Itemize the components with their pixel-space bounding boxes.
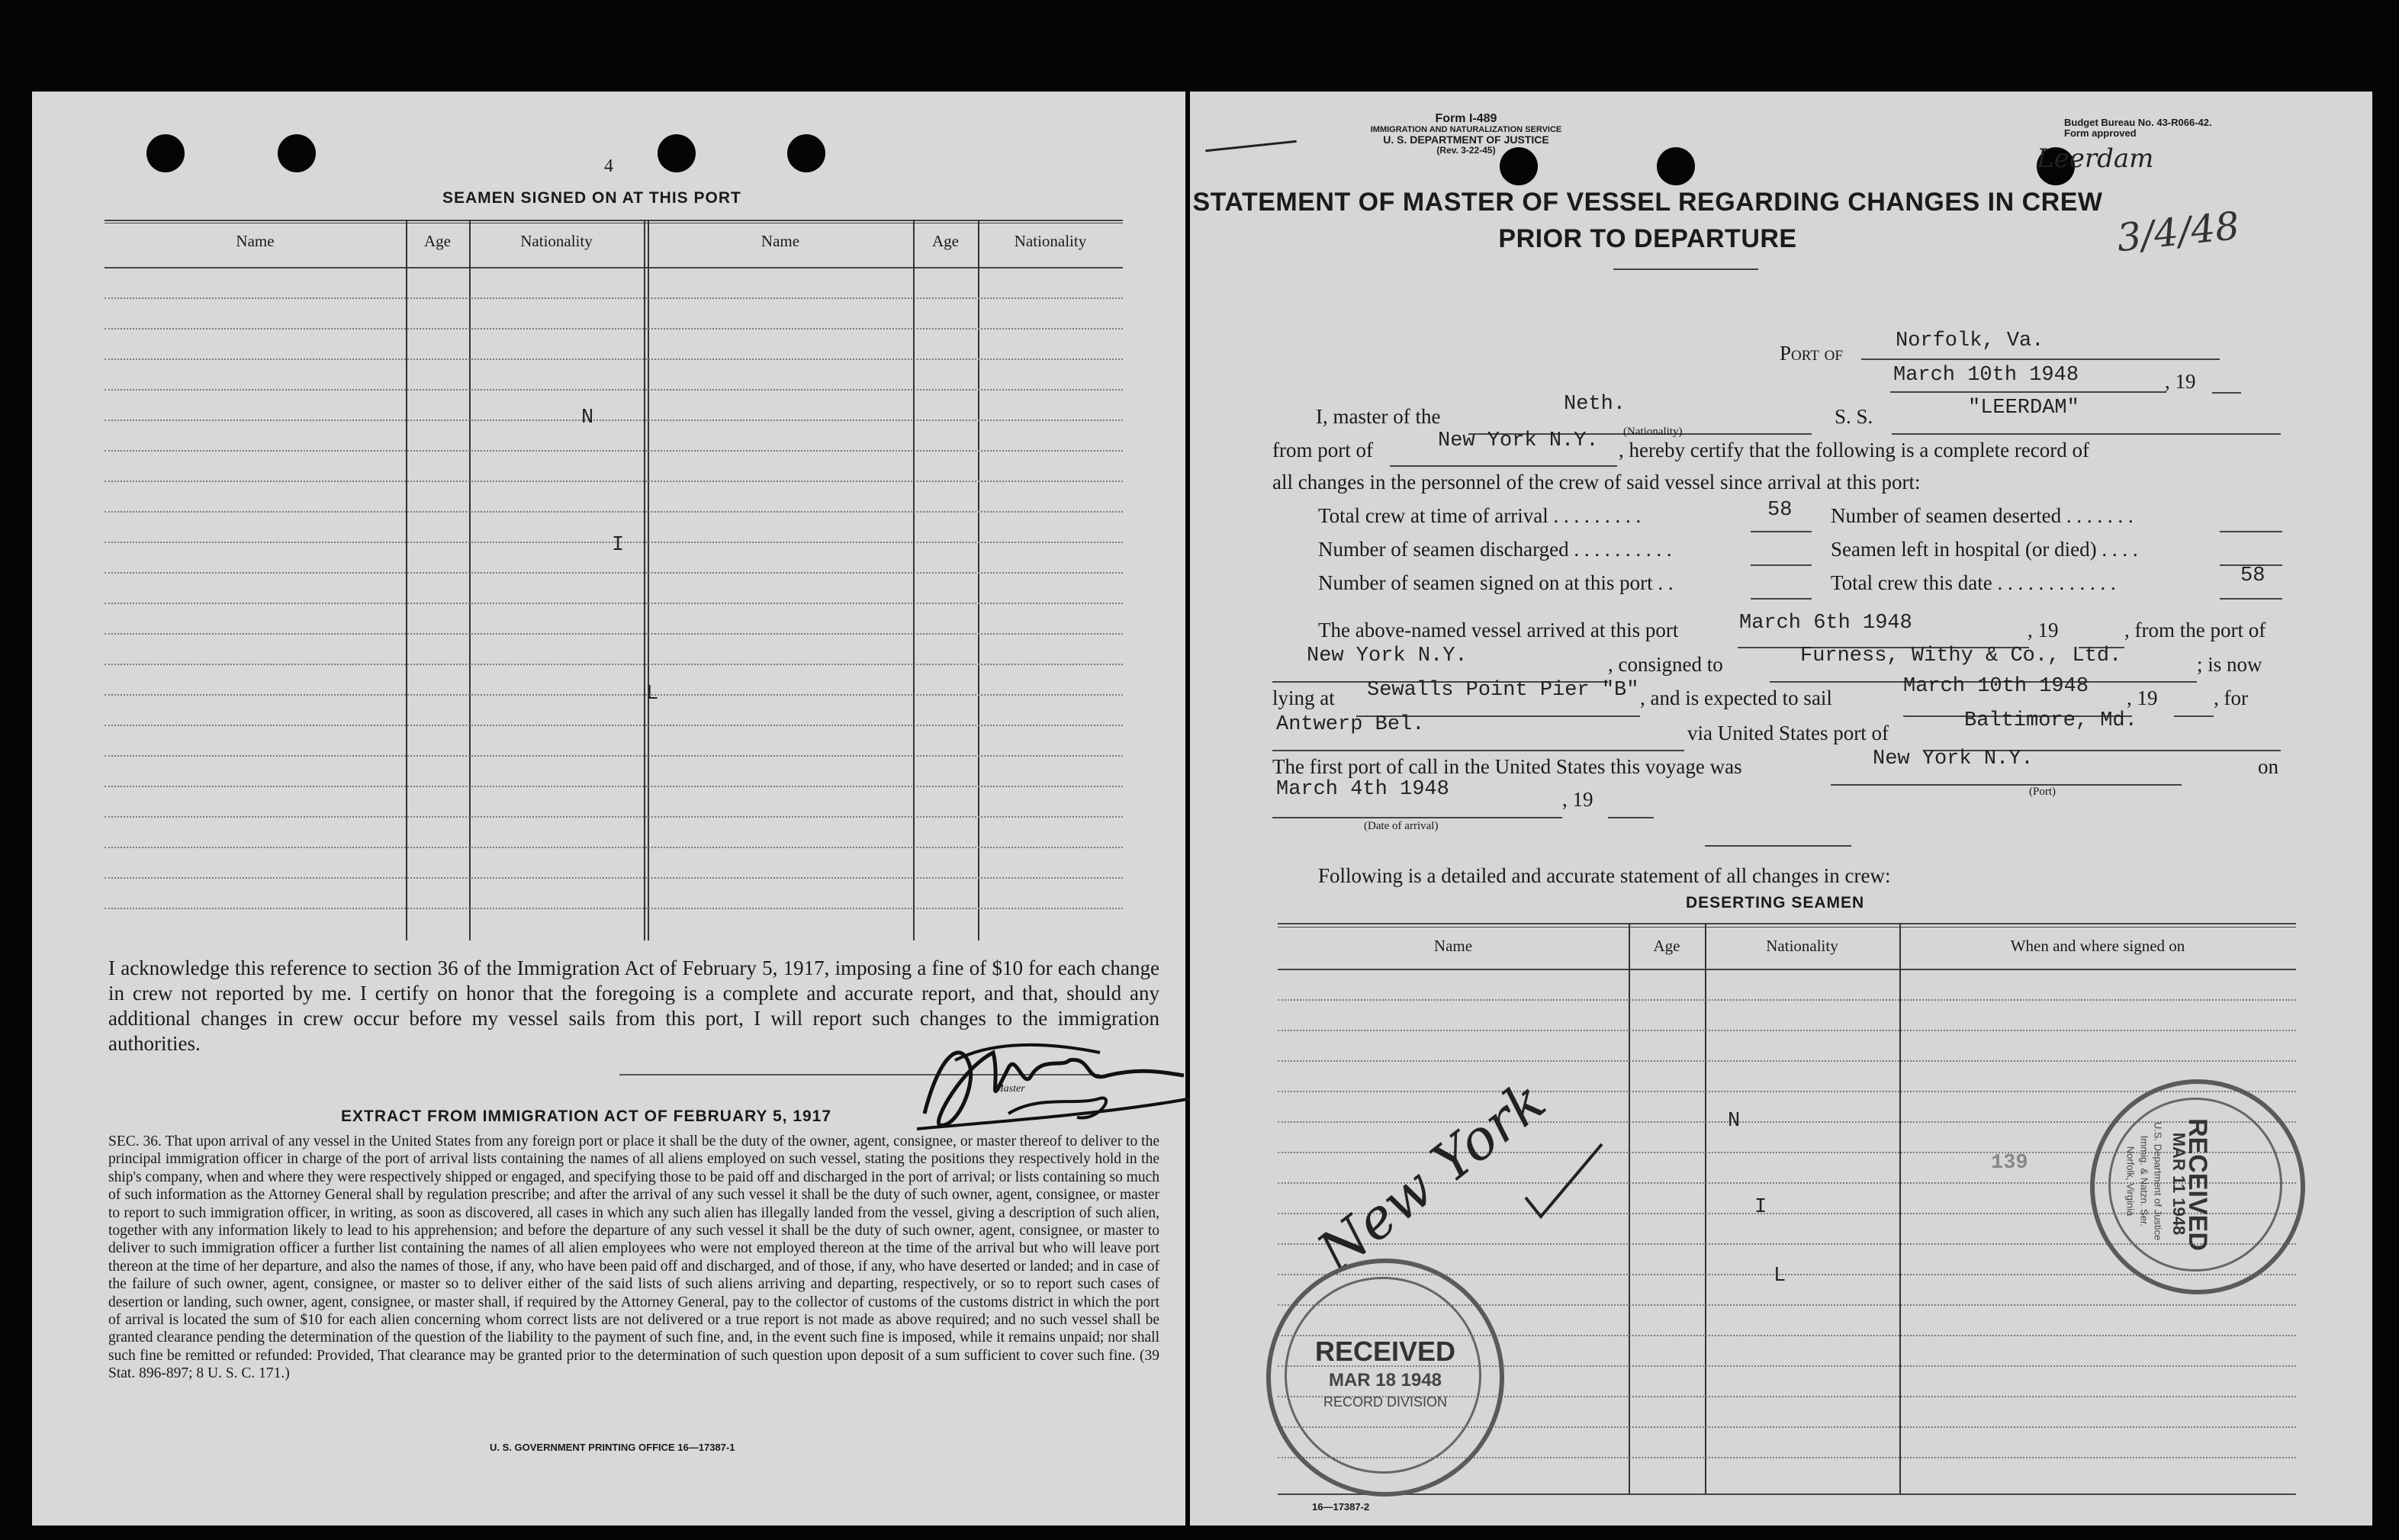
check-mark-icon (1518, 1137, 1610, 1228)
stamp-text: U.S. Department of Justice (2152, 1121, 2164, 1241)
arrival-date-value: March 4th 1948 (1276, 778, 1449, 801)
lying-value: Sewalls Point Pier "B" (1367, 679, 1639, 702)
extract-title: EXTRACT FROM IMMIGRATION ACT OF FEBRUARY 5, 1917 (341, 1108, 832, 1125)
expected-label: , and is expected to sail (1640, 686, 1832, 709)
stamp-date: MAR 18 1948 (1328, 1370, 1442, 1391)
handwritten-date: 3/4/48 (2114, 203, 2242, 261)
seamen-table (105, 220, 1123, 940)
nil-mark: N (581, 407, 594, 429)
stat-value: 58 (1767, 499, 1793, 522)
form-header (1367, 113, 1565, 156)
column-header-age: Age (1653, 937, 1680, 955)
stat-label: Number of seamen deserted . . . . . . . (1831, 504, 2134, 527)
table-rows (105, 267, 1123, 940)
lying-label: lying at (1272, 686, 1335, 709)
punch-hole (787, 134, 825, 172)
year-field (1608, 788, 1654, 818)
date-value: March 10th 1948 (1893, 364, 2079, 387)
agency-line: IMMIGRATION AND NATURALIZATION SERVICE (1370, 124, 1562, 134)
port-label: Port of (1780, 342, 1843, 365)
sail-value: March 10th 1948 (1903, 675, 2089, 698)
first-port-value: New York N.Y. (1873, 747, 2034, 770)
left-page (32, 92, 1185, 1526)
stamp-text: RECEIVED (2183, 1118, 2212, 1251)
column-header-age: Age (932, 232, 959, 250)
column-header-name: Name (236, 232, 275, 250)
punch-hole (278, 134, 316, 172)
title-divider (1613, 268, 1758, 270)
year-suffix: , 19 (2127, 686, 2158, 709)
extract-text: SEC. 36. That upon arrival of any vessel in the United States from any foreign port or place it shall be the duty of the owner, agent, consignee, or master thereof to deliver to the principal immigration officer in charge of the port of arrival lists containing the names of all aliens employed on such vessel, stating the positions they respectively hold in the ship's company, when and where they were respectively shipped or engaged, and specifying those to be paid off and discharged in the port of arrival; or lists containing so much of such information as the Attorney General shall by regulation prescribe; and after the arrival of any such vessel it shall be the duty of such owner, agent, consignee, or master to report to such immigration officer, in writing, as soon as discovered, all cases in which any such alien has illegally landed from the vessel, giving a description of such alien, together with any information likely to lead to his apprehension; and before the departure of any such vessel it shall be the duty of such owner, agent, consignee, or master to deliver to such immigration officer a further list containing the names of all alien employees who were not employed thereon at the time of the arrival but who will leave port thereon at the time of her departure, and also the names of those, if any, who have been paid off and discharged, and of those, if any, who have deserted or landed; and in case of the failure of such owner, agent, consignee, or master so to deliver either of the said lists of such aliens arriving and departing, respectively, or so to report such cases of desertion or landing, such owner, agent, consignee, or master shall, if required by the Attorney General, pay to the collector of customs of the customs district in which the port of arrival is located the sum of $10 for each alien concerning whom correct lists are not delivered or a true report is not made as above required; and no such vessel shall be granted clearance pending the determination of the question of the liability to the payment of such fine, and, in the event such fine is imposed, while it remains unpaid; nor shall such fine be remitted or refunded: Provided, That clearance may be granted prior to the determination of such question upon deposit of a sum sufficient to cover such fine. (39 Stat. 896-897; 8 U. S. C. 171.) (108, 1133, 1159, 1382)
stat-label: Number of seamen discharged . . . . . . . . . . (1318, 538, 1672, 561)
certify-text: , hereby certify that the following is a complete record of (1619, 439, 2090, 461)
right-page (1190, 92, 2372, 1526)
punch-hole (658, 134, 696, 172)
printer-line: U. S. GOVERNMENT PRINTING OFFICE 16—17387-1 (490, 1442, 735, 1453)
budget-line: Form approved (2064, 127, 2137, 140)
column-header-name: Name (1433, 937, 1473, 955)
handwritten-ship: Leerdam (2037, 143, 2154, 174)
stat-label: Seamen left in hospital (or died) . . . . (1831, 538, 2138, 561)
following-text: Following is a detailed and accurate statement of all changes in crew: (1318, 864, 1891, 887)
ship-field (1892, 404, 2281, 435)
first-port-label: The first port of call in the United States this voyage was (1272, 755, 1742, 778)
destination-value: Antwerp Bel. (1276, 713, 1425, 736)
stamp-text: RECORD DIVISION (1323, 1394, 1448, 1410)
nil-mark: L (1774, 1265, 1786, 1288)
stat-value: 58 (2240, 564, 2266, 587)
printer-line: 16—17387-2 (1312, 1501, 1370, 1513)
via-value: Baltimore, Md. (1964, 709, 2137, 732)
agency-line: U. S. DEPARTMENT OF JUSTICE (1383, 133, 1549, 146)
from-the-port-label: , from the port of (2124, 619, 2266, 641)
port-value: Norfolk, Va. (1896, 330, 2044, 352)
certify-text: all changes in the personnel of the crew of said vessel since arrival at this port: (1272, 471, 1921, 494)
nationality-caption: (Nationality) (1623, 426, 1683, 438)
on-label: on (2258, 755, 2278, 778)
stamp-text: Immig. & Natzn. Ser. (2138, 1135, 2150, 1227)
handwritten-city: New York (1305, 1068, 1558, 1284)
stat-field (1751, 537, 1812, 566)
column-header-nationality: Nationality (520, 232, 593, 250)
page-number: 4 (604, 156, 613, 176)
column-header-age: Age (424, 232, 451, 250)
consigned-label: , consigned to (1608, 653, 1723, 676)
stat-field (2220, 503, 2282, 532)
faded-number: 139 (1991, 1152, 2028, 1175)
deserting-title: DESERTING SEAMEN (1686, 894, 1865, 911)
pen-stroke (1205, 140, 1297, 153)
acknowledgment-text: I acknowledge this reference to section 36 of the Immigration Act of February 5, 1917, imposing a fine of $10 for each change in crew not reported by me. I certify on honor that the foregoing is a complete and accurate report, and that, should any additional changes in crew occur before my vessel sails from this port, I will report such changes to the immigration authorities. (108, 956, 1159, 1055)
nil-mark: N (1728, 1110, 1741, 1133)
consignee-value: Furness, Withy & Co., Ltd. (1800, 645, 2122, 667)
column-header-nationality: Nationality (1766, 937, 1838, 955)
from-port-value: New York N.Y. (1438, 429, 1599, 452)
received-stamp (1266, 1259, 1504, 1497)
year-suffix: , 19 (2028, 619, 2059, 641)
stat-field (1751, 571, 1812, 600)
nil-mark: I (612, 534, 625, 557)
budget-line: Budget Bureau No. 43-R066-42. (2064, 117, 2212, 128)
year-suffix: , 19 (1562, 788, 1593, 811)
divider (1705, 845, 1851, 847)
title-line: PRIOR TO DEPARTURE (1498, 223, 1797, 253)
stamp-text: RECEIVED (1314, 1336, 1456, 1367)
arrival-caption: (Date of arrival) (1364, 820, 1439, 832)
ship-value: "LEERDAM" (1968, 397, 2079, 420)
received-stamp (2090, 1079, 2305, 1294)
stamp-text: Norfolk, Virginia (2124, 1146, 2137, 1217)
via-label: via United States port of (1687, 722, 1889, 744)
stat-label: Total crew at time of arrival . . . . . . . . . (1318, 504, 1642, 527)
prev-port-value: New York N.Y. (1307, 645, 1468, 667)
nil-mark: L (646, 683, 659, 706)
for-label: , for (2214, 686, 2248, 709)
from-port-label: from port of (1272, 439, 1373, 461)
stamp-date: MAR 11 1948 (2169, 1132, 2188, 1236)
column-header-nationality: Nationality (1014, 232, 1087, 250)
budget-box (2064, 117, 2212, 140)
table-bottom-rule (1278, 1493, 2296, 1495)
stat-label: Total crew this date . . . . . . . . . . . . (1831, 571, 2116, 594)
title-line: STATEMENT OF MASTER OF VESSEL REGARDING CHANGES IN CREW (1192, 188, 2103, 217)
stat-label: Number of seamen signed on at this port . . (1318, 571, 1674, 594)
stat-field (2220, 537, 2282, 566)
column-header-name: Name (761, 232, 800, 250)
is-now-label: ; is now (2197, 653, 2262, 676)
ss-label: S. S. (1835, 405, 1873, 428)
port-caption: (Port) (2029, 786, 2056, 798)
year-field (2212, 368, 2241, 394)
form-title (1190, 185, 2105, 257)
nationality-value: Neth. (1564, 393, 1626, 416)
arrived-label: The above-named vessel arrived at this port (1318, 619, 1679, 641)
punch-hole (1657, 147, 1695, 185)
master-label: I, master of the (1316, 405, 1441, 428)
punch-hole (146, 134, 185, 172)
nil-mark: I (1754, 1196, 1767, 1219)
arrived-value: March 6th 1948 (1739, 612, 1912, 635)
form-number: Form I-489 (1435, 112, 1497, 125)
column-header-signed-on: When and where signed on (2010, 937, 2185, 955)
year-suffix: , 19 (2165, 370, 2196, 393)
year-field (2079, 618, 2124, 648)
revision: (Rev. 3-22-45) (1436, 145, 1496, 156)
section-title: SEAMEN SIGNED ON AT THIS PORT (442, 189, 741, 207)
year-field (2174, 686, 2214, 717)
signature-caption: Master (995, 1083, 1025, 1095)
